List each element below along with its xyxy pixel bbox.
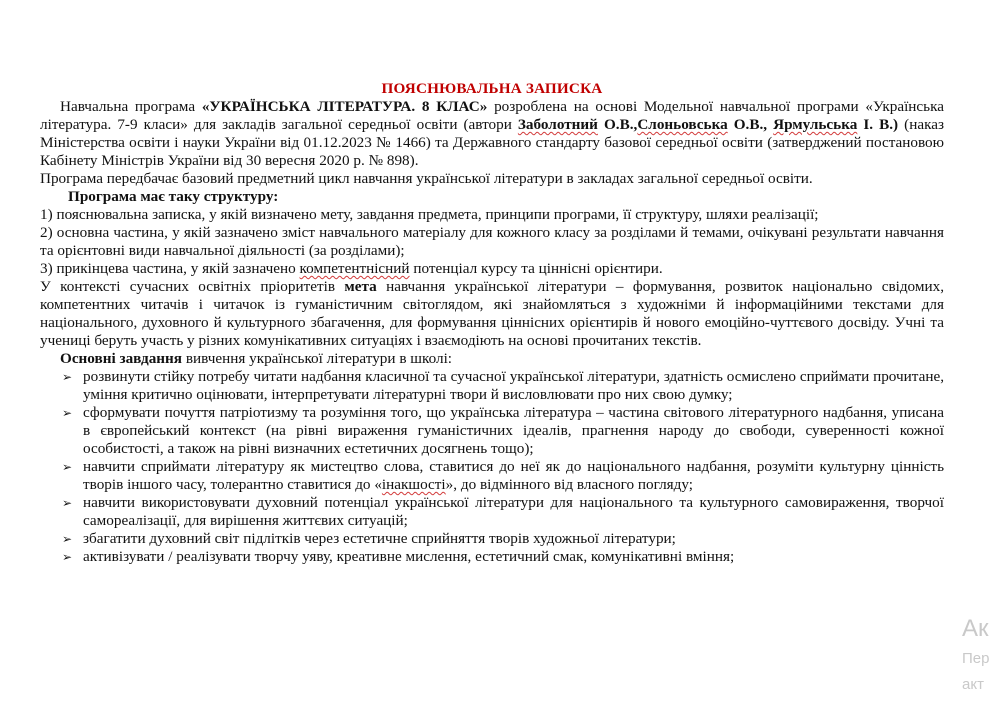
author-initials: О.В., [727, 116, 774, 133]
task-text [83, 458, 944, 494]
goal-text: У контексті сучасних освітніх пріоритетів [40, 278, 345, 295]
task-text-part: навчити сприймати літературу як мистецтво слова, ставитися до неї як до національного надбання, розуміти культурну цінність творів іншого часу, толерантно ставитися до « [83, 458, 944, 493]
activation-watermark [962, 612, 996, 698]
spellcheck-marked-word: інакшості [381, 476, 446, 493]
document-page [40, 80, 944, 566]
list-item [40, 458, 944, 494]
list-item [40, 494, 944, 530]
structure-item-text: 3) прикінцева частина, у якій зазначено [40, 260, 300, 277]
tasks-heading-text: вивчення української літератури в школі: [182, 350, 453, 367]
watermark-line: акт [962, 676, 984, 693]
task-text-part: », до відмінного від власного погляду; [445, 476, 693, 493]
tasks-list [40, 368, 944, 566]
arrow-bullet-icon: ➢ [62, 460, 73, 474]
structure-item: 2) основна частина, у якій зазначено зміст навчального матеріалу для кожного класу за розділами й темами, очікувані результати навчання та орієнтовні види навчальної діяльності (за розділами); [40, 224, 944, 259]
tasks-heading [40, 350, 944, 368]
author-initials: О.В., [597, 116, 638, 133]
tasks-heading-keyword: Основні завдання [60, 350, 183, 367]
document-title: ПОЯСНЮВАЛЬНА ЗАПИСКА [381, 80, 603, 97]
arrow-bullet-icon: ➢ [62, 532, 73, 546]
structure-item-text: потенціал курсу та ціннісні орієнтири. [409, 260, 663, 277]
list-item [40, 530, 944, 548]
program-name: «УКРАЇНСЬКА ЛІТЕРАТУРА. 8 КЛАС» [201, 98, 488, 115]
watermark-line: Пер [962, 650, 990, 667]
task-text: розвинути стійку потребу читати надбання класичної та сучасної української літератури, здатність осмислено сприймати прочитане, уміння критично оцінювати, інтерпретувати літературні твори й висловлювати про них свою думку; [83, 368, 944, 403]
arrow-bullet-icon: ➢ [62, 406, 73, 420]
list-item [40, 368, 944, 404]
watermark-line: Ак [962, 615, 989, 642]
intro-paragraph [40, 98, 944, 170]
goal-text: навчання української літератури – формування, розвиток національно свідомих, компетентних читачів і читачок із гуманістичним світоглядом, які знайомляться з художніми й інформаційними текстами для національного, духовного й культурного збагачення, для формування ціннісних орієнтирів й нового емоційно-чуттєвого досвіду. Учні та учениці беруть участь у різних комунікативних ситуаціях і взаємодіють на основі прочитаних текстів. [40, 278, 944, 349]
author-name: Заболотний [517, 116, 598, 133]
intro-text: Навчальна програма [60, 98, 202, 115]
authors [518, 116, 898, 133]
cycle-paragraph: Програма передбачає базовий предметний цикл навчання української літератури в закладах загальної середньої освіти. [40, 170, 813, 187]
list-item [40, 404, 944, 458]
arrow-bullet-icon: ➢ [62, 550, 73, 564]
intro-text: розроблена на основі Модельної навчальної програми «Українська література. 7-9 класи» для закладів загальної середньої освіти (автори [40, 98, 944, 133]
author-initials: І. В.) [857, 116, 899, 133]
author-name: Слоньовська [637, 116, 728, 133]
arrow-bullet-icon: ➢ [62, 370, 73, 384]
list-item [40, 548, 944, 566]
intro-text: (наказ Міністерства освіти і науки України від 01.12.2023 № 1466) та Державного стандарту базової середньої освіти (затверджений постановою Кабінету Міністрів України від 30 вересня 2020 р. № 898). [40, 116, 944, 169]
goal-paragraph [40, 278, 944, 350]
task-text: навчити використовувати духовний потенціал української літератури для національного та культурного самовираження, творчої самореалізації, для вирішення життєвих ситуацій; [83, 494, 944, 529]
task-text: активізувати / реалізувати творчу уяву, креативне мислення, естетичний смак, комунікативні вміння; [83, 548, 735, 565]
structure-item [40, 260, 944, 278]
task-text: збагатити духовний світ підлітків через естетичне сприйняття творів художньої літератури; [83, 530, 676, 547]
structure-item: 1) пояснювальна записка, у якій визначено мету, завдання предмета, принципи програми, її структуру, шляхи реалізації; [40, 206, 819, 223]
arrow-bullet-icon: ➢ [62, 496, 73, 510]
spellcheck-marked-word: компетентнісний [299, 260, 410, 277]
structure-heading: Програма має таку структуру: [68, 188, 279, 205]
task-text: сформувати почуття патріотизму та розуміння того, що українська література – частина світового літературного надбання, уписана в європейський контекст (на рівні вираження гуманістичних ідеалів, прагнення народу до свободи, суверенності кожної особистості, а також на рівні визначних естетичних досягнень тощо); [83, 404, 944, 457]
author-name: Ярмульська [773, 116, 858, 133]
goal-keyword: мета [344, 278, 377, 295]
